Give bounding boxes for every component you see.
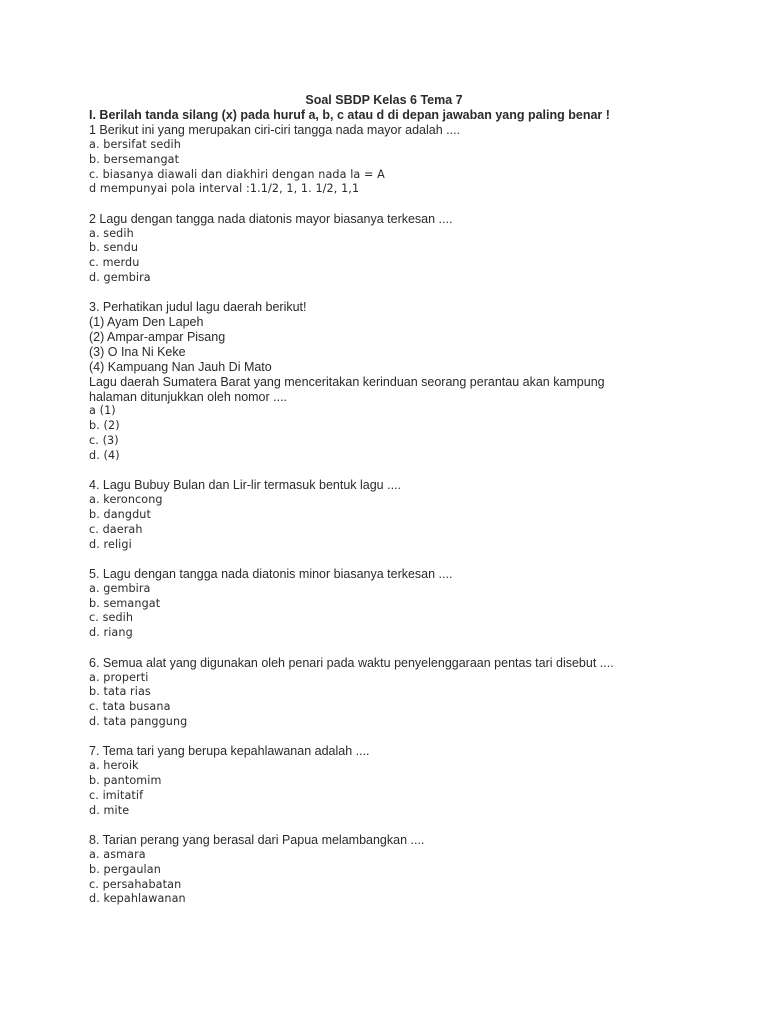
answer-option: d mempunyai pola interval :1.1/2, 1, 1. 1/2, 1,1	[89, 182, 360, 196]
question-stem-line: (3) O Ina Ni Keke	[89, 344, 186, 359]
answer-option: c. (3)	[89, 434, 119, 448]
question-stem-line: halaman ditunjukkan oleh nomor ....	[89, 389, 288, 404]
answer-option: a. bersifat sedih	[89, 137, 181, 151]
question-stem-line: 4. Lagu Bubuy Bulan dan Lir-lir termasuk bentuk lagu ....	[89, 478, 401, 493]
answer-option: c. merdu	[89, 256, 140, 270]
question-2	[89, 212, 729, 286]
question-7	[89, 744, 729, 818]
question-stem-line: 1 Berikut ini yang merupakan ciri-ciri tangga nada mayor adalah ....	[89, 123, 461, 137]
answer-option: b. bersemangat	[89, 152, 180, 166]
question-stem-line: (2) Ampar-ampar Pisang	[89, 330, 226, 345]
question-5	[89, 567, 729, 641]
answer-option: b. pantomim	[89, 774, 162, 788]
answer-option: b. dangdut	[89, 507, 151, 521]
answer-option: b. pergaulan	[89, 862, 161, 876]
question-4	[89, 478, 729, 552]
question-stem-line: Lagu daerah Sumatera Barat yang menceritakan kerinduan seorang perantau akan kampung	[89, 374, 605, 389]
answer-option: a. keroncong	[89, 493, 163, 507]
answer-option: a. properti	[89, 670, 149, 684]
answer-option: c. biasanya diawali dan diakhiri dengan nada la = A	[89, 167, 385, 181]
question-stem-line: 5. Lagu dengan tangga nada diatonis minor biasanya terkesan ....	[89, 566, 453, 581]
answer-option: d. tata panggung	[89, 715, 188, 729]
question-stem-line: (1) Ayam Den Lapeh	[89, 315, 204, 330]
answer-option: c. daerah	[89, 522, 143, 536]
answer-option: c. imitatif	[89, 788, 144, 802]
question-stem-line: 2 Lagu dengan tangga nada diatonis mayor biasanya terkesan ....	[89, 211, 453, 226]
question-1	[89, 123, 729, 197]
answer-option: d. gembira	[89, 271, 151, 285]
answer-option: b. semangat	[89, 596, 161, 610]
answer-option: d. (4)	[89, 448, 120, 462]
answer-option: a. gembira	[89, 581, 151, 595]
question-stem-line: 6. Semua alat yang digunakan oleh penari pada waktu penyelenggaraan pentas tari disebut ....	[89, 655, 614, 670]
answer-option: c. persahabatan	[89, 877, 182, 891]
answer-option: a (1)	[89, 404, 116, 418]
answer-option: c. tata busana	[89, 700, 171, 714]
question-stem-line: (4) Kampuang Nan Jauh Di Mato	[89, 359, 272, 374]
answer-option: d. religi	[89, 537, 132, 551]
answer-option: a. heroik	[89, 759, 139, 773]
question-list	[89, 123, 729, 907]
answer-option: a. asmara	[89, 847, 146, 861]
answer-option: c. sedih	[89, 611, 134, 625]
question-8	[89, 833, 729, 907]
question-3	[89, 300, 729, 463]
instruction-text: I. Berilah tanda silang (x) pada huruf a, b, c atau d di depan jawaban yang paling benar !	[89, 108, 610, 122]
document-page	[89, 93, 729, 922]
answer-option: b. sendu	[89, 241, 139, 255]
answer-option: d. riang	[89, 626, 133, 640]
question-6	[89, 656, 729, 730]
answer-option: d. kepahlawanan	[89, 892, 186, 906]
answer-option: b. tata rias	[89, 685, 151, 699]
answer-option: d. mite	[89, 803, 130, 817]
question-stem-line: 7. Tema tari yang berupa kepahlawanan adalah ....	[89, 744, 370, 759]
answer-option: b. (2)	[89, 419, 120, 433]
question-stem-line: 8. Tarian perang yang berasal dari Papua melambangkan ....	[89, 833, 425, 848]
answer-option: a. sedih	[89, 226, 134, 240]
question-stem-line: 3. Perhatikan judul lagu daerah berikut!	[89, 300, 307, 315]
document-title: Soal SBDP Kelas 6 Tema 7	[305, 93, 463, 107]
